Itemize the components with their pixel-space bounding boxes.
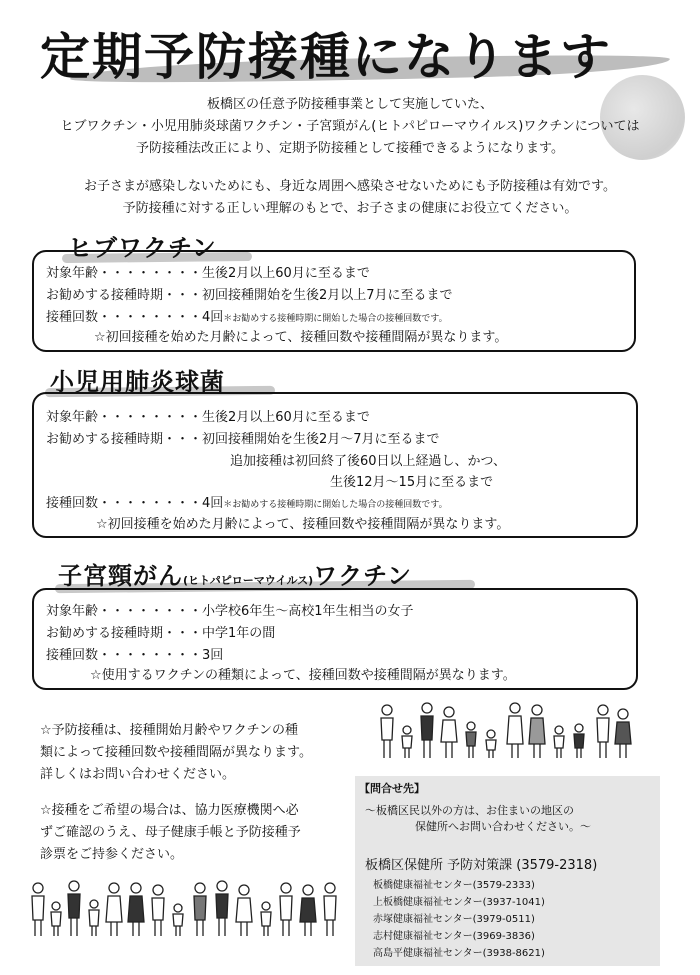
figure-child [402,726,412,758]
hpv-heading-vaccine: ワクチン [313,562,412,590]
notes-para-1-line-2: 類によって接種回数や接種間隔が異なります。 [40,745,312,760]
intro-line-4: お子さまが感染しないためにも、身近な周囲へ感染させないためにも予防接種は有効です。 [84,179,616,194]
figure-child [466,722,476,758]
figure-adult [597,705,609,758]
notes-para-2-line-2: ずご確認のうえ、母子健康手帳と予防接種予 [40,825,301,840]
pneumo-note: ☆初回接種を始めた月齢によって、接種回数や接種間隔が異なります。 [96,517,510,532]
hpv-note: ☆使用するワクチンの種類によって、接種回数や接種間隔が異なります。 [90,668,516,683]
hib-dose-footnote: ＊お勧めする接種時期に開始した場合の接種回数です。 [223,314,448,324]
contact-center: 上板橋健康福祉センター(3937-1041) [373,897,545,908]
notes-para-2-line-1: ☆接種をご希望の場合は、協力医療機関へ必 [40,803,299,818]
pneumo-dose-count [46,492,448,511]
family-illustration-bottom [28,878,348,940]
pneumo-booster: 追加接種は初回終了後60日以上経過し、かつ、 [230,454,507,469]
hib-dose-count-value: 接種回数・・・・・・・・4回 [46,310,224,325]
hpv-box [32,588,638,690]
pneumo-booster-age: 生後12月〜15月に至るまで [330,475,494,490]
contact-center: 高島平健康福祉センター(3938-8621) [373,948,545,959]
notes-para-1-line-1: ☆予防接種は、接種開始月齢やワクチンの種 [40,723,299,738]
hib-note: ☆初回接種を始めた月齢によって、接種回数や接種間隔が異なります。 [94,330,508,345]
contact-main: 板橋区保健所 予防対策課 (3579-2318) [365,858,598,873]
hpv-target-age: 対象年齢・・・・・・・・小学校6年生〜高校1年生相当の女子 [46,604,414,619]
pneumo-heading: 小児用肺炎球菌 [50,368,225,396]
pneumo-dose-footnote: ＊お勧めする接種時期に開始した場合の接種回数です。 [223,500,448,510]
figure-adult [529,705,545,758]
hib-target-age: 対象年齢・・・・・・・・生後2月以上60月に至るまで [46,266,370,281]
intro-line-3: 予防接種法改正により、定期予防接種として接種できるようになります。 [136,141,564,156]
contact-label: 【問合せ先】 [359,782,425,795]
intro-line-1: 板橋区の任意予防接種事業として実施していた、 [206,97,493,112]
figure-child [574,724,584,758]
hib-recommended-period: お勧めする接種時期・・・初回接種開始を生後2月以上7月に至るまで [46,288,453,303]
hpv-recommended-period: お勧めする接種時期・・・中学1年の間 [46,626,276,641]
contact-panel [355,776,660,966]
pneumo-target-age: 対象年齢・・・・・・・・生後2月以上60月に至るまで [46,410,370,425]
hpv-heading [58,556,412,591]
contact-center: 志村健康福祉センター(3969-3836) [373,931,535,942]
contact-center: 板橋健康福祉センター(3579-2333) [373,880,535,891]
hib-heading: ヒブワクチン [68,234,217,262]
family-illustration-top [375,700,635,762]
notes-para-1-line-3: 詳しくはお問い合わせください。 [40,767,236,782]
contact-center: 赤塚健康福祉センター(3979-0511) [373,914,535,925]
hpv-heading-main: 子宮頸がん [58,562,183,590]
hib-box [32,250,636,352]
figure-adult [381,705,393,758]
page-title: 定期予防接種になります [40,28,612,86]
pneumo-dose-count-value: 接種回数・・・・・・・・4回 [46,496,224,511]
pneumo-box [32,392,638,538]
figure-adult [441,707,457,758]
figure-child [554,726,564,758]
notes-para-2-line-3: 診票をご持参ください。 [40,847,184,862]
hpv-heading-sub: (ヒトパピローマウイルス) [183,574,314,587]
pneumo-recommended-period: お勧めする接種時期・・・初回接種開始を生後2月〜7月に至るまで [46,432,440,447]
figure-adult [507,703,523,758]
hpv-dose-count: 接種回数・・・・・・・・3回 [46,648,224,663]
intro-line-5: 予防接種に対する正しい理解のもとで、お子さまの健康にお役立てください。 [122,201,578,216]
figure-child [486,730,496,758]
contact-notice-line-2: 保健所へお問い合わせください。〜 [415,820,591,833]
contact-notice-line-1: 〜板橋区民以外の方は、お住まいの地区の [365,804,574,817]
figure-adult [421,703,433,758]
figure-adult [615,709,631,758]
intro-line-2: ヒブワクチン・小児用肺炎球菌ワクチン・子宮頸がん(ヒトパピローマウイルス)ワクチンについては [60,119,640,134]
hib-dose-count [46,306,448,325]
